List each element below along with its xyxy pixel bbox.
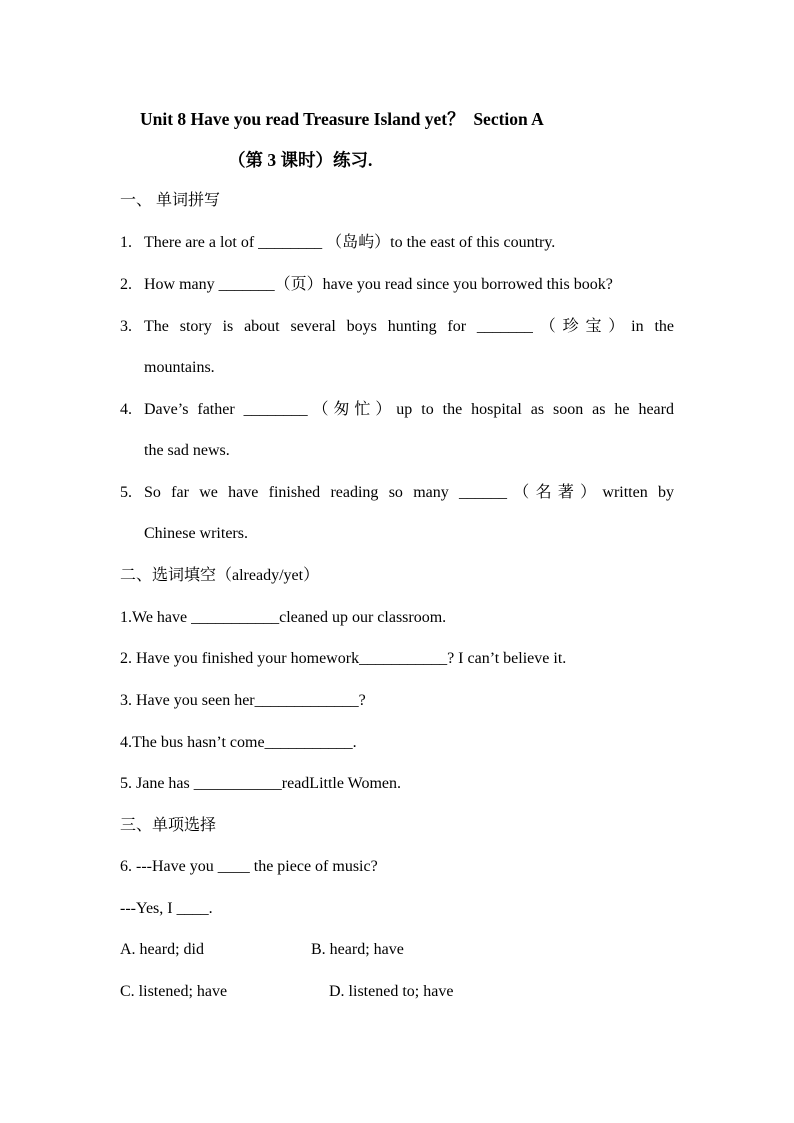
q6-option-d: D. listened to; have [329,983,454,1000]
list-item: 5. Jane has ___________readLittle Women. [120,775,402,792]
q6-stem: 6. ---Have you ____ the piece of music? [120,858,378,875]
q6-option-c: C. listened; have [120,983,228,1000]
q2-text: How many _______（页）have you read since you borrowed this book? [144,276,613,293]
q5-number: 5. [120,484,132,501]
q4-number: 4. [120,401,132,418]
list-item: 4.The bus hasn’t come___________. [120,734,357,751]
q3-text-line1: The story is about several boys hunting for _______（珍宝）in the [144,318,674,335]
q5-text-line1: So far we have finished reading so many ______（名著）written by [144,484,674,501]
page-subtitle: （第 3 课时）练习. [228,150,373,170]
list-item: 3. Have you seen her_____________? [120,692,366,709]
q6-option-b: B. heard; have [311,941,404,958]
q1-number: 1. [120,234,132,251]
q6-reply: ---Yes, I ____. [120,900,213,917]
q3-text-line2: mountains. [144,359,215,376]
q4-text-line2: the sad news. [144,442,230,459]
q2-number: 2. [120,276,132,293]
q4-text-line1: Dave’s father ________（匆忙）up to the hospital as soon as he heard [144,401,674,418]
section1-heading: 一、 单词拼写 [120,192,221,209]
q1-text: There are a lot of ________ （岛屿）to the east of this country. [144,234,556,251]
q5-text-line2: Chinese writers. [144,525,248,542]
list-item: 1.We have ___________cleaned up our classroom. [120,609,447,626]
section2-heading: 二、选词填空（already/yet） [120,567,320,584]
q3-number: 3. [120,318,132,335]
page-title: Unit 8 Have you read Treasure Island yet？ Section A [140,109,544,129]
list-item: 2. Have you finished your homework___________? I can’t believe it. [120,650,567,667]
q6-option-a: A. heard; did [120,941,204,958]
section3-heading: 三、单项选择 [120,817,217,834]
